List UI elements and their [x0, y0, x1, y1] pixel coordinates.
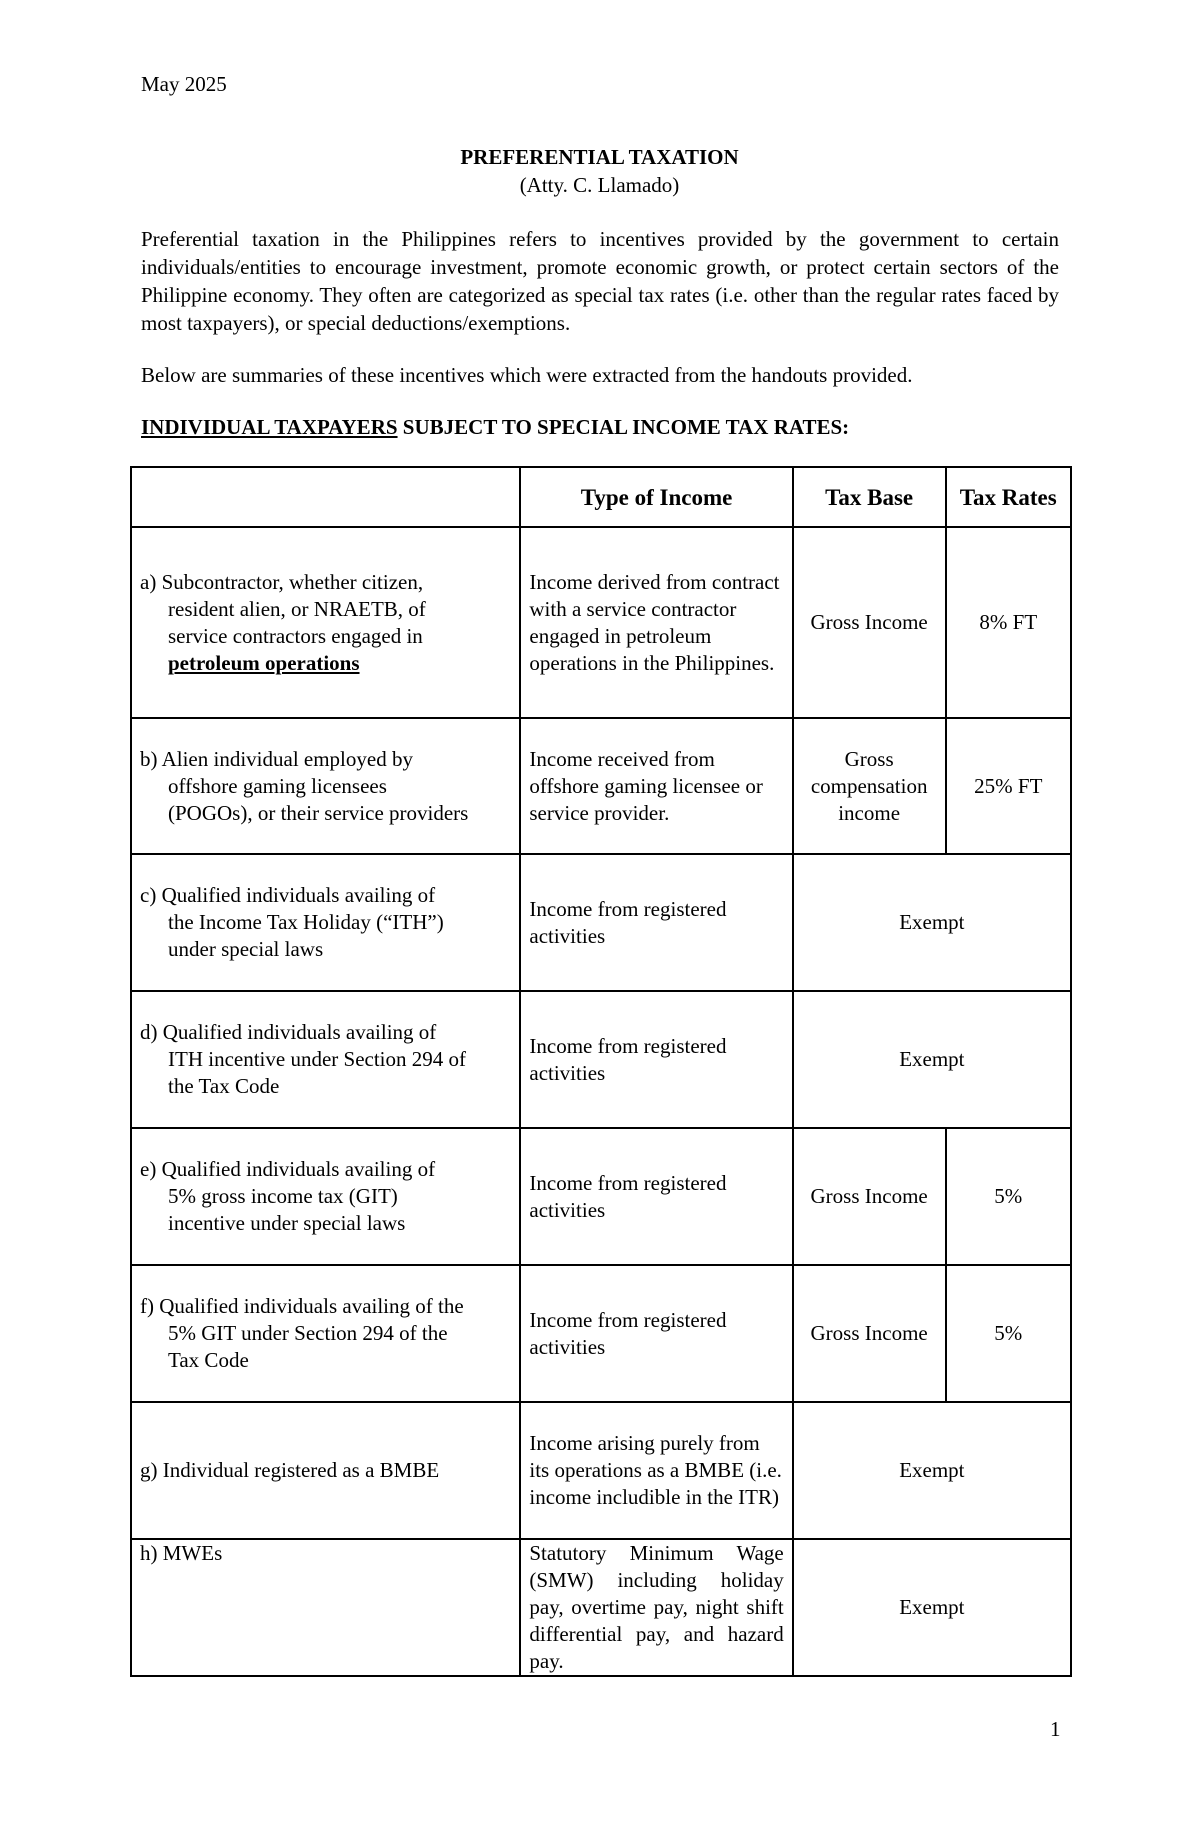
section-heading: [141, 415, 849, 440]
subject-lead: c) Qualified individuals availing of: [140, 883, 436, 907]
subject-line: incentive under special laws: [168, 1211, 406, 1235]
row-subject: [131, 1128, 520, 1265]
row-tax-rate: 8% FT: [946, 527, 1071, 718]
row-tax-base: Gross Income: [793, 527, 946, 718]
row-tax-base: Gross Income: [793, 1265, 946, 1402]
subject-line: service contractors engaged in: [168, 623, 423, 648]
row-tax-rate: 5%: [946, 1128, 1071, 1265]
row-tax-rate: 5%: [946, 1265, 1071, 1402]
subject-line: the Income Tax Holiday (“ITH”): [168, 910, 444, 934]
subject-line: the Tax Code: [168, 1074, 280, 1098]
intro-paragraph: Preferential taxation in the Philippines refers to incentives provided by the government to certain individuals/entities to encourage investment, promote economic growth, or protect certain sectors of the Philippine economy. They often are categorized as special tax rates (i.e. other than the regular rates faced by most taxpayers), or special deductions/exemptions.: [141, 227, 1059, 335]
table-row: [131, 527, 1071, 718]
subject-lead: f) Qualified individuals availing of the: [140, 1294, 464, 1318]
header-tax-base: Tax Base: [793, 467, 946, 527]
table-row: [131, 854, 1071, 991]
subject-line: under special laws: [168, 937, 324, 961]
row-type-of-income: Income received from offshore gaming licensee or service provider.: [520, 718, 792, 854]
row-type-of-income: Income derived from contract with a service contractor engaged in petroleum operations in the Philippines.: [520, 527, 792, 718]
row-status: Exempt: [793, 991, 1071, 1128]
row-status: Exempt: [793, 1402, 1071, 1539]
header-type-of-income: Type of Income: [520, 467, 792, 527]
section-heading-underlined: INDIVIDUAL TAXPAYERS: [141, 415, 398, 439]
row-status: Exempt: [793, 854, 1071, 991]
row-status: Exempt: [793, 1539, 1071, 1676]
row-subject: [131, 1265, 520, 1402]
table-row: [131, 1539, 1071, 1676]
header-tax-rates: Tax Rates: [946, 467, 1071, 527]
row-subject: [131, 1539, 520, 1676]
page-date: May 2025: [141, 72, 227, 96]
row-tax-base: Gross compensation income: [793, 718, 946, 854]
row-type-of-income: Statutory Minimum Wage (SMW) including holiday pay, overtime pay, night shift differential pay, and hazard pay.: [520, 1539, 792, 1676]
title-block: [141, 143, 1058, 199]
row-type-of-income: Income from registered activities: [520, 854, 792, 991]
subject-line: offshore gaming licensees: [168, 773, 387, 798]
table-row: [131, 1402, 1071, 1539]
summary-paragraph: Below are summaries of these incentives which were extracted from the handouts provided.: [141, 363, 913, 387]
table-header-row: [131, 467, 1071, 527]
table-row: [131, 1265, 1071, 1402]
row-subject: [131, 1402, 520, 1539]
table-row: [131, 1128, 1071, 1265]
header-blank-cell: [131, 467, 520, 527]
row-type-of-income: Income from registered activities: [520, 1128, 792, 1265]
subject-lead: d) Qualified individuals availing of: [140, 1020, 437, 1044]
row-subject: [131, 854, 520, 991]
subject-line: 5% gross income tax (GIT): [168, 1184, 398, 1208]
subject-lead: a) Subcontractor, whether citizen,: [140, 569, 424, 594]
special-rates-table: [130, 466, 1072, 1677]
row-subject: [131, 718, 520, 854]
subject-line: Tax Code: [168, 1348, 249, 1372]
subject-lead: h) MWEs: [140, 1541, 223, 1565]
row-type-of-income: Income from registered activities: [520, 1265, 792, 1402]
subject-emphasis: petroleum operations: [168, 650, 360, 675]
row-type-of-income: Income arising purely from its operations as a BMBE (i.e. income includible in the ITR): [520, 1402, 792, 1539]
page-number: 1: [1050, 1717, 1061, 1741]
subject-lead: g) Individual registered as a BMBE: [140, 1458, 440, 1482]
table-row: [131, 991, 1071, 1128]
row-subject: [131, 991, 520, 1128]
row-subject: [131, 527, 520, 718]
author-line: (Atty. C. Llamado): [519, 173, 680, 197]
row-tax-rate: 25% FT: [946, 718, 1071, 854]
subject-line: (POGOs), or their service providers: [168, 800, 469, 825]
row-tax-base: Gross Income: [793, 1128, 946, 1265]
subject-line: 5% GIT under Section 294 of the: [168, 1321, 448, 1345]
subject-lead: b) Alien individual employed by: [140, 746, 413, 771]
subject-line: resident alien, or NRAETB, of: [168, 596, 426, 621]
section-heading-rest: SUBJECT TO SPECIAL INCOME TAX RATES:: [397, 415, 850, 439]
row-type-of-income: Income from registered activities: [520, 991, 792, 1128]
table-row: [131, 718, 1071, 854]
subject-line: ITH incentive under Section 294 of: [168, 1047, 466, 1071]
page-title: PREFERENTIAL TAXATION: [460, 145, 739, 169]
subject-lead: e) Qualified individuals availing of: [140, 1157, 436, 1181]
